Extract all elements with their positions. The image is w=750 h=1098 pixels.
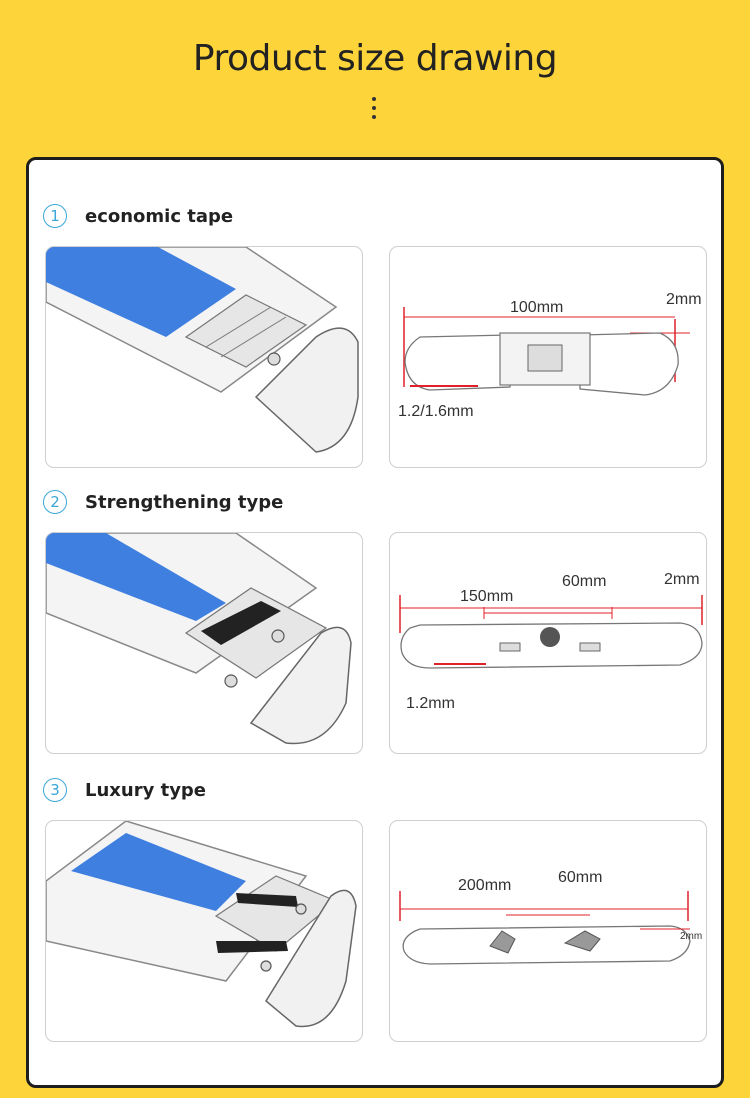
section-title: Strengthening type (85, 492, 284, 513)
luxury-product-illustration (46, 821, 362, 1041)
product-photo-luxury (45, 820, 363, 1042)
thickness-label: 2mm (680, 931, 703, 942)
dimension-drawing-strengthening (389, 532, 707, 754)
header-band (0, 0, 750, 158)
section-title: Luxury type (85, 780, 207, 801)
wall-label: 1.2/1.6mm (398, 403, 474, 420)
product-photo-economic (45, 246, 363, 468)
strengthening-cross-section (390, 533, 706, 753)
ellipsis-icon (371, 97, 377, 124)
economic-cross-section (390, 247, 706, 467)
inner-width-label: 60mm (558, 869, 603, 886)
dimension-drawing-economic (389, 246, 707, 468)
dimension-drawing-luxury (389, 820, 707, 1042)
content-panel (26, 157, 724, 1088)
section-number-circle: 1 (43, 204, 67, 228)
wall-label: 1.2mm (406, 695, 455, 712)
luxury-cross-section (390, 821, 706, 1041)
section-title: economic tape (85, 206, 234, 227)
economic-product-illustration (46, 247, 362, 467)
width-label: 200mm (458, 877, 512, 894)
width-label: 150mm (460, 588, 514, 605)
strengthening-product-illustration (46, 533, 362, 753)
section-number-circle: 2 (43, 490, 67, 514)
thickness-label: 2mm (666, 291, 702, 308)
inner-width-label: 60mm (562, 573, 607, 590)
page-title: Product size drawing (192, 38, 558, 79)
width-label: 100mm (510, 299, 564, 316)
thickness-label: 2mm (664, 571, 700, 588)
section-number-circle: 3 (43, 778, 67, 802)
product-photo-strengthening (45, 532, 363, 754)
